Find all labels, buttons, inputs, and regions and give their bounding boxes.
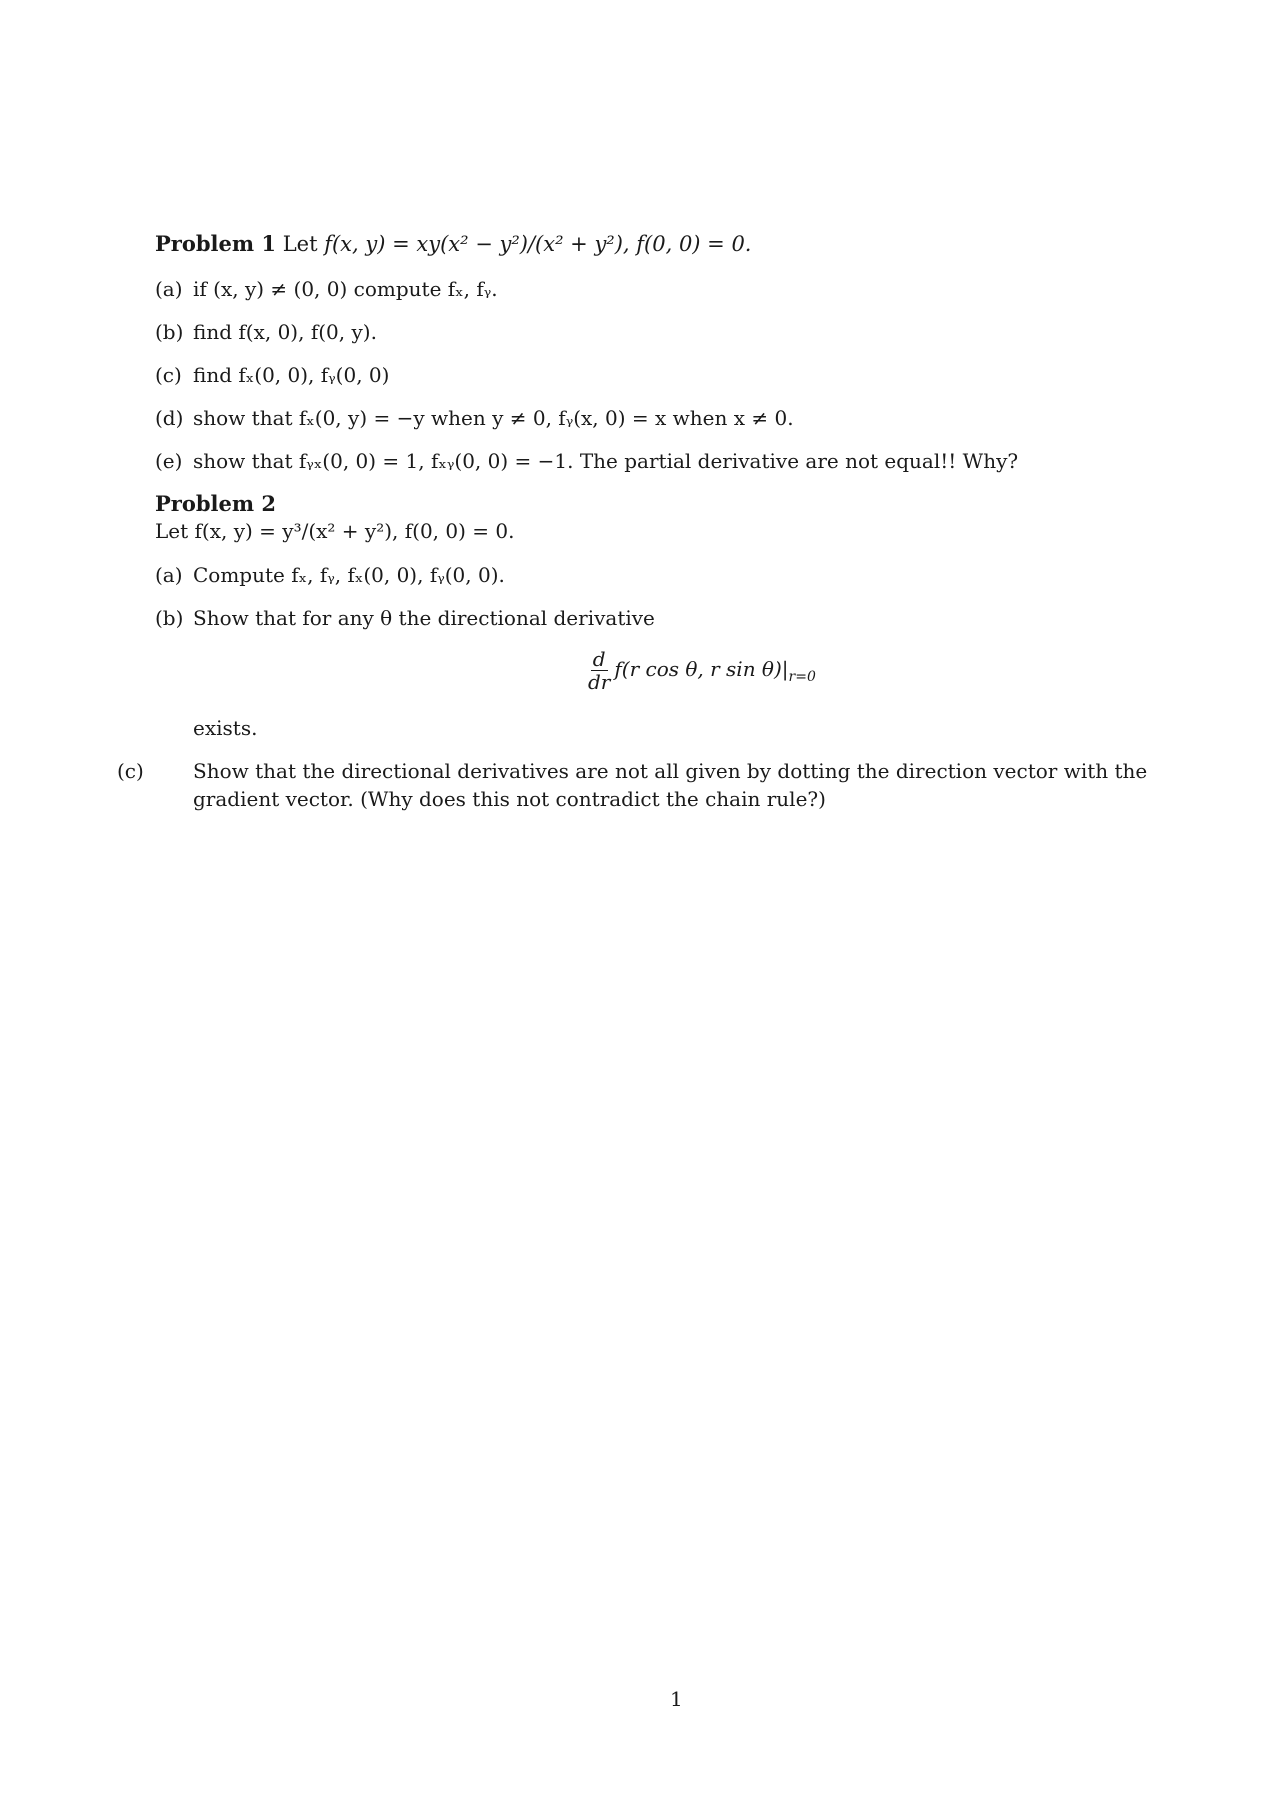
item-label: (d) bbox=[155, 406, 184, 430]
item-text: if (x, y) ≠ (0, 0) compute fₓ, fᵧ. bbox=[193, 277, 498, 301]
problem-1-heading-line bbox=[155, 230, 751, 258]
item-text: find f(x, 0), f(0, y). bbox=[193, 320, 377, 344]
exists-text: exists. bbox=[193, 716, 258, 740]
problem-1-item-e bbox=[155, 447, 1018, 475]
fraction-denominator: dr bbox=[588, 670, 611, 694]
problem-2-definition-line bbox=[155, 517, 514, 545]
problem-2-item-b bbox=[155, 604, 655, 632]
directional-derivative-formula bbox=[588, 648, 816, 693]
item-text: find fₓ(0, 0), fᵧ(0, 0) bbox=[193, 363, 390, 387]
item-label: (a) bbox=[155, 277, 183, 301]
problem-2-heading-line bbox=[155, 490, 276, 518]
problem-1-item-d bbox=[155, 404, 794, 432]
item-label: (c) bbox=[117, 759, 144, 783]
fraction-numerator: d bbox=[592, 647, 606, 671]
problem-1-definition: f(x, y) = xy(x² − y²)/(x² + y²), f(0, 0) = 0. bbox=[324, 232, 752, 256]
problem-2-item-c bbox=[117, 757, 1233, 813]
item-text: Show that for any θ the directional derivative bbox=[193, 606, 655, 630]
derivative-fraction bbox=[588, 648, 610, 693]
problem-2-heading: Problem 2 bbox=[155, 491, 277, 516]
item-label: (b) bbox=[155, 606, 184, 630]
item-label: (a) bbox=[155, 563, 183, 587]
problem-1-item-b bbox=[155, 318, 377, 346]
item-label: (b) bbox=[155, 320, 184, 344]
formula-body: f(r cos θ, r sin θ)| bbox=[614, 657, 789, 681]
problem-1-item-c bbox=[155, 361, 389, 389]
item-label: (c) bbox=[155, 363, 182, 387]
item-text: Compute fₓ, fᵧ, fₓ(0, 0), fᵧ(0, 0). bbox=[193, 563, 505, 587]
problem-1-heading: Problem 1 bbox=[155, 231, 277, 256]
formula-subscript: r=0 bbox=[788, 669, 816, 685]
item-label: (e) bbox=[155, 449, 183, 473]
problem-1-item-a bbox=[155, 275, 498, 303]
problem-2-item-a bbox=[155, 561, 505, 589]
exists-line bbox=[193, 714, 257, 742]
problem-1-intro: Let bbox=[282, 232, 318, 256]
item-text: show that fᵧₓ(0, 0) = 1, fₓᵧ(0, 0) = −1. The partial derivative are not equal!! Why? bbox=[193, 449, 1019, 473]
page-number: 1 bbox=[670, 1687, 683, 1711]
item-text: Show that the directional derivatives are not all given by dotting the direction vector with the gradient vector. (Why does this not contradict the chain rule?) bbox=[193, 759, 1148, 811]
problem-2-definition: Let f(x, y) = y³/(x² + y²), f(0, 0) = 0. bbox=[155, 519, 515, 543]
item-text: show that fₓ(0, y) = −y when y ≠ 0, fᵧ(x, 0) = x when x ≠ 0. bbox=[193, 406, 794, 430]
